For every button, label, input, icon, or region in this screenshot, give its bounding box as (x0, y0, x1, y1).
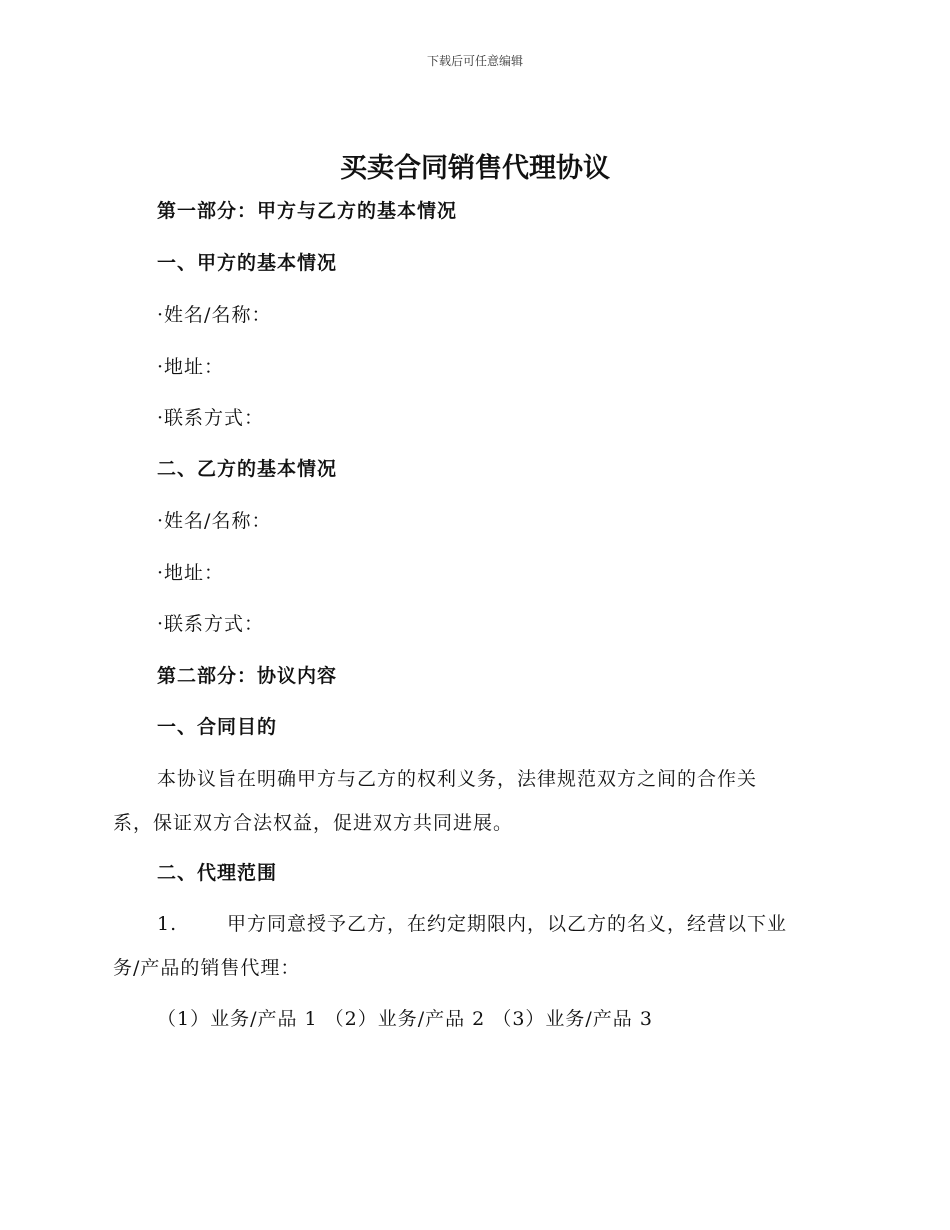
scope-item-1-text-line2: 务/产品的销售代理： (113, 957, 301, 979)
purpose-heading: 一、合同目的 (157, 716, 278, 738)
party-b-heading: 二、乙方的基本情况 (157, 458, 338, 480)
party-a-contact-field: ·联系方式： (157, 407, 265, 429)
party-b-contact-field: ·联系方式： (157, 613, 265, 635)
page-header-note: 下载后可任意编辑 (426, 54, 523, 68)
scope-item-1-number: 1. (157, 913, 178, 935)
scope-products-list: （1）业务/产品 1 （2）业务/产品 2 （3）业务/产品 3 (157, 1008, 653, 1030)
party-a-heading: 一、甲方的基本情况 (157, 252, 338, 274)
scope-item-1-text-line1: 甲方同意授予乙方，在约定期限内，以乙方的名义，经营以下业 (227, 913, 788, 935)
purpose-text-line2: 系，保证双方合法权益，促进双方共同进展。 (113, 812, 514, 834)
part1-heading: 第一部分：甲方与乙方的基本情况 (157, 200, 458, 222)
scope-item-1 (157, 912, 787, 936)
scope-heading: 二、代理范围 (157, 862, 278, 884)
party-b-name-field: ·姓名/名称： (157, 510, 272, 532)
purpose-text-line1: 本协议旨在明确甲方与乙方的权利义务，法律规范双方之间的合作关 (157, 768, 758, 790)
document-title: 买卖合同销售代理协议 (340, 153, 610, 184)
party-b-address-field: ·地址： (157, 562, 225, 584)
party-a-name-field: ·姓名/名称： (157, 304, 272, 326)
part2-heading: 第二部分：协议内容 (157, 665, 338, 687)
party-a-address-field: ·地址： (157, 356, 225, 378)
